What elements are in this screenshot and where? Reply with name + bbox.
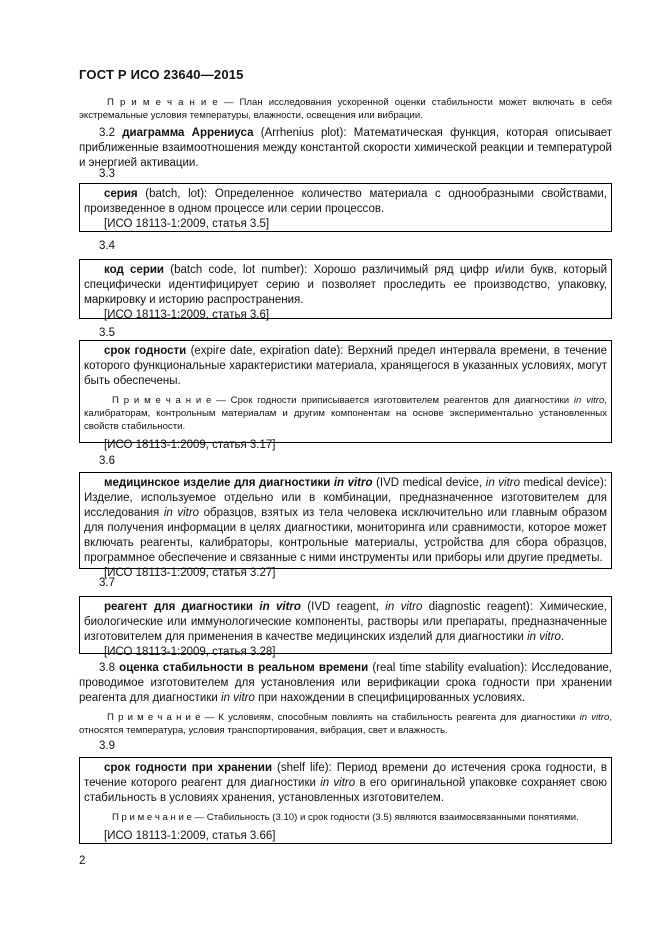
term-definition-italic: in vitro [221, 692, 255, 704]
note-italic: in vitro [579, 712, 610, 723]
term-definition-italic: in vitro [320, 777, 356, 789]
term-box-3-5 [79, 340, 612, 451]
note-label: П р и м е ч а н и е [112, 812, 192, 823]
term-english: (Arrhenius plot): [260, 127, 347, 139]
term-3-2 [79, 126, 612, 171]
term-number-3-9: 3.9 [99, 740, 115, 752]
term-box-3-3 [79, 183, 612, 232]
note-text-end: , калибраторам, контрольным материалам и другим компонентам на основе экспериментально установленных свойств стабильности. [84, 395, 607, 432]
term-source: [ИСО 18113-1:2009, статья 3.28] [104, 646, 276, 658]
note-text: — План исследования ускоренной оценки стабильности может включать в себя экстремальные условия температуры, влажности, освещения или вибрации. [79, 97, 612, 121]
term-english-italic: in vitro [485, 477, 520, 489]
note-label: П р и м е ч а н и е [107, 712, 201, 723]
note-label: П р и м е ч а н и е [107, 97, 218, 108]
term-english: (batch code, lot number): [170, 264, 308, 276]
term-definition: Период времени до истечения срока годности, в течение которого реагент для диагностики [84, 762, 608, 789]
term-definition: Изделие, используемое отдельно или в комбинации, предназначенное изготовителем для исследования [84, 492, 607, 519]
term-definition-italic: in vitro [163, 507, 200, 519]
term-number-3-6: 3.6 [99, 455, 115, 467]
term-name: диаграмма Аррениуса [122, 127, 254, 139]
term-english: (shelf life): [276, 762, 332, 774]
term-definition: Исследование, проводимое изготовителем для установления или верификации срока годности при хранении реагента для диагностики [79, 662, 612, 704]
term-number: 3.8 [99, 662, 115, 674]
term-definition-end: . [560, 631, 565, 643]
note-top [79, 96, 612, 122]
term-english: (IVD medical device, [376, 477, 483, 489]
term-definition: Химические, биологические или иммунологические компоненты, растворы или препараты, предназначенные изготовителем для применения в качестве медицинских изделий для диагностики [84, 601, 607, 643]
note-text: — К условиям, способным повлиять на стабильность реагента для диагностики [200, 712, 580, 723]
term-source: [ИСО 18113-1:2009, статья 3.6] [104, 309, 270, 321]
term-name: серия [104, 188, 138, 200]
term-source: [ИСО 18113-1:2009, статья 3.66] [104, 830, 276, 842]
term-name: реагент для диагностики [104, 601, 253, 613]
term-source: [ИСО 18113-1:2009, статья 3.5] [104, 218, 270, 230]
term-definition-end: в его оригинальной упаковке сохраняет свою стабильность в условиях хранения, установленных изготовителем. [84, 777, 607, 804]
term-name-italic: in vitro [333, 477, 373, 489]
note-italic: in vitro [573, 395, 605, 406]
term-definition-end: образцов, взятых из тела человека исключительно или главным образом для получения информации в целях диагностики, мониторинга или сравнимости, которое может включать реагенты, калибраторы, контрольные материалы, устройства для сбора образцов, программное обеспечение и связанные с ними инструменты или приборы или другие предметы. [84, 507, 607, 564]
term-definition-italic: in vitro [527, 631, 561, 643]
term-number-3-7: 3.7 [99, 577, 115, 589]
note-text: — Срок годности приписывается изготовителем реагентов для диагностики [211, 395, 574, 406]
term-name: оценка стабильности в реальном времени [119, 662, 369, 674]
term-english-end: diagnostic reagent): [428, 601, 533, 613]
term-box-3-7 [79, 596, 612, 658]
term-name: медицинское изделие для диагностики [104, 477, 331, 489]
term-english: (real time stability evaluation): [372, 662, 528, 674]
document-header: ГОСТ Р ИСО 23640—2015 [79, 67, 244, 82]
term-box-3-6 [79, 472, 612, 579]
term-box-3-9 [79, 757, 612, 844]
term-box-3-4 [79, 259, 612, 319]
term-english: (batch, lot): [145, 188, 208, 200]
term-number-3-3: 3.3 [99, 168, 115, 180]
term-definition-end: при нахождении в специфицированных условиях. [258, 692, 526, 704]
term-definition: Определенное количество материала с однообразными свойствами, произведенное в одном процессе или серии процессов. [84, 188, 607, 215]
term-source: [ИСО 18113-1:2009, статья 3.27] [104, 567, 276, 579]
term-number-3-4: 3.4 [99, 240, 115, 252]
term-definition: Хорошо различимый ряд цифр и/или букв, который специфически идентифицирует серию и позволяет проследить ее производство, упаковку, маркировку и историю распространения. [84, 264, 607, 306]
term-english-end: medical device): [523, 477, 607, 489]
term-name: срок годности [104, 345, 187, 357]
note-label: П р и м е ч а н и е [112, 395, 212, 406]
term-definition: Математическая функция, которая описывает приближенные взаимоотношения между константой скорости химической реакции и температурой и энергией активации. [79, 127, 612, 169]
term-3-8 [79, 661, 612, 737]
term-number: 3.2 [99, 127, 115, 139]
term-english-italic: in vitro [385, 601, 423, 613]
term-number-3-5: 3.5 [99, 327, 115, 339]
term-english: (IVD reagent, [307, 601, 379, 613]
note-text: — Стабильность (3.10) и срок годности (3.5) являются взаимосвязанными понятиями. [191, 812, 579, 823]
term-source: [ИСО 18113-1:2009, статья 3.17] [104, 439, 276, 451]
term-name: срок годности при хранении [104, 762, 273, 774]
note-text-end: , относятся температура, условия транспортирования, вибрация, свет и влажность. [79, 712, 612, 736]
page-number: 2 [79, 855, 86, 867]
term-name: код серии [104, 264, 164, 276]
term-english: (expire date, expiration date): [190, 345, 344, 357]
term-name-italic: in vitro [259, 601, 301, 613]
term-definition: Верхний предел интервала времени, в течение которого функциональные характеристики материала, хранящегося в указанных условиях, могут быть обеспечены. [84, 345, 607, 387]
